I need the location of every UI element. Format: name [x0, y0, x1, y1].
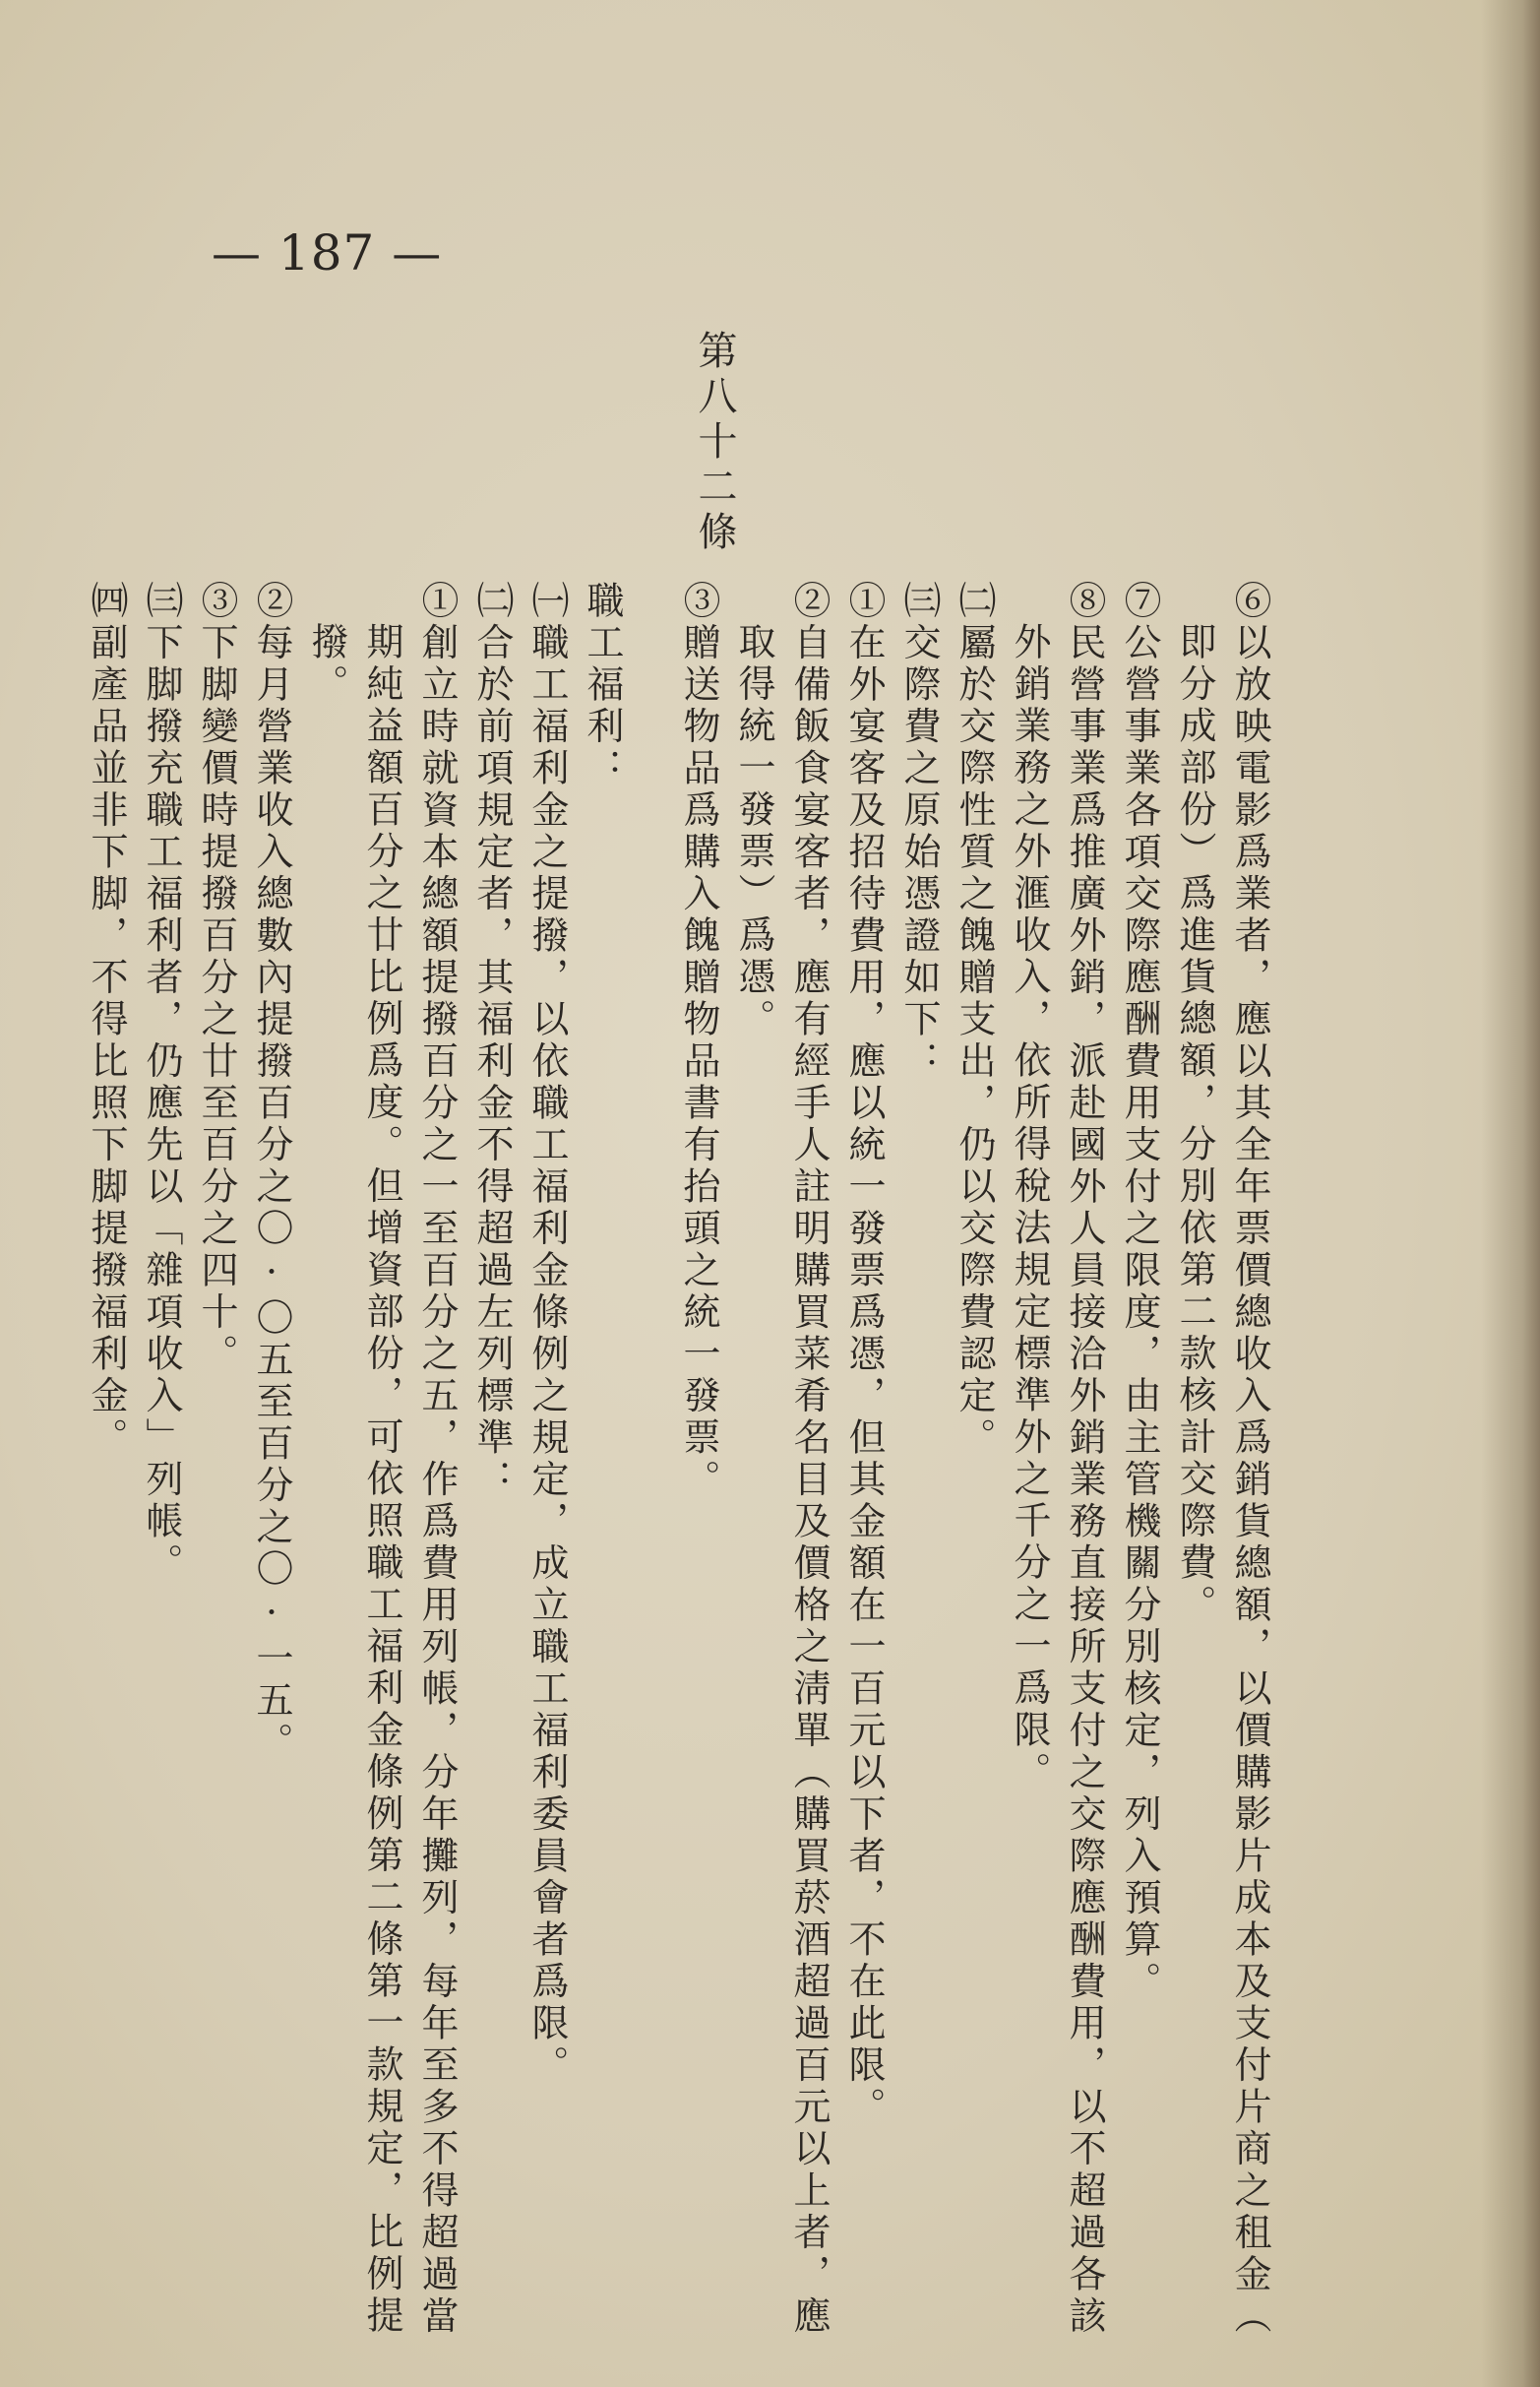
text-line: ㈢下脚撥充職工福利者，仍應先以「雜項收入」列帳。 — [140, 581, 183, 1585]
text-line: ①創立時就資本總額提撥百分之一至百分之五，作爲費用列帳，分年攤列，每年至多不得超過當 — [415, 581, 459, 2338]
text-line: ③贈送物品爲購入餽贈物品書有抬頭之統一發票。 — [677, 581, 720, 1501]
text-line: ②自備飯食宴客者，應有經手人註明購買菜肴名目及價格之淸單（購買菸酒超過百元以上者，應 — [787, 581, 831, 2338]
text-columns — [82, 581, 1274, 2338]
text-line: ⑥以放映電影爲業者，應以其全年票價總收入爲銷貨總額，以價購影片成本及支付片商之租金（ — [1228, 581, 1271, 2338]
text-line: 取得統一發票）爲憑。 — [732, 622, 775, 1040]
text-line: ②每月營業收入總數內提撥百分之〇·〇五至百分之〇·一五。 — [250, 581, 293, 1764]
text-line: ㈠職工福利金之提撥，以依職工福利金條例之規定，成立職工福利委員會者爲限。 — [525, 581, 569, 2087]
text-line: 外銷業務之外滙收入，依所得稅法規定標準外之千分之一爲限。 — [1008, 622, 1051, 1793]
text-line: ①在外宴客及招待費用，應以統一發票爲憑，但其金額在一百元以下者，不在此限。 — [842, 581, 886, 2129]
text-line: ㈡合於前項規定者，其福利金不得超過左列標準： — [470, 581, 514, 1501]
text-line: ③下脚變價時提撥百分之廿至百分之四十。 — [195, 581, 238, 1376]
text-line: ⑦公營事業各項交際應酬費用支付之限度，由主管機關分別核定，列入預算。 — [1118, 581, 1161, 2003]
text-line: ⑧民營事業爲推廣外銷，派赴國外人員接洽外銷業務直接所支付之交際應酬費用，以不超過各該 — [1063, 581, 1106, 2338]
column-gap — [633, 581, 668, 2338]
page-number: — 187 — — [212, 224, 443, 282]
article-heading: 第八十二條 — [692, 330, 737, 556]
text-line: 職工福利： — [581, 581, 624, 790]
page-spine-shadow — [1481, 0, 1540, 2387]
text-line: 即分成部份）爲進貨總額，分別依第二款核計交際費。 — [1173, 622, 1216, 1626]
text-line: ㈢交際費之原始憑證如下： — [897, 581, 941, 1083]
text-line: 期純益額百分之廿比例爲度。但增資部份，可依照職工福利金條例第二條第一款規定，比例提 — [360, 622, 403, 2338]
text-line: ㈡屬於交際性質之餽贈支出，仍以交際費認定。 — [953, 581, 996, 1460]
text-line: 撥。 — [305, 622, 348, 706]
text-line: ㈣副產品並非下脚，不得比照下脚提撥福利金。 — [85, 581, 128, 1460]
